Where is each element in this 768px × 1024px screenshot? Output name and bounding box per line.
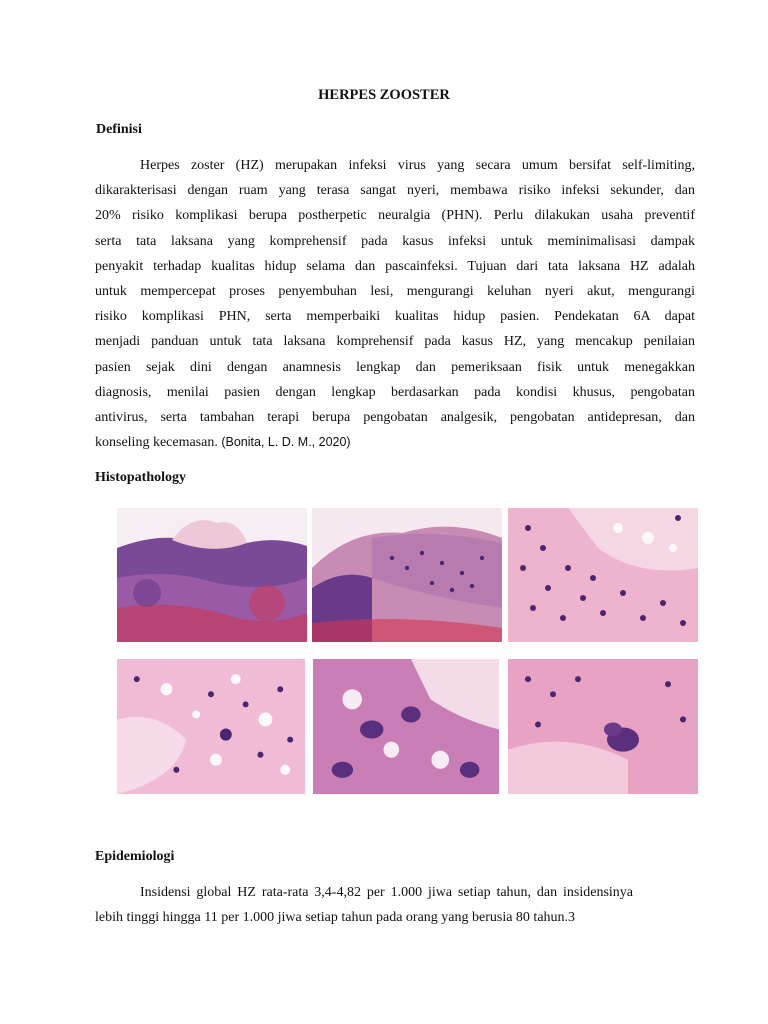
page-title: HERPES ZOOSTER xyxy=(318,87,450,103)
definisi-line-6: untuk mempercepat proses penyembuhan lesi, mengurangi keluhan nyeri akut, mengurangi xyxy=(95,284,695,300)
histology-image-3-graphic xyxy=(508,508,698,642)
histopathology-image-grid xyxy=(117,508,698,794)
histology-image-5 xyxy=(313,659,499,794)
histology-image-3 xyxy=(508,508,698,642)
histology-image-6 xyxy=(508,659,698,794)
epidemiologi-line-1: Insidensi global HZ rata-rata 3,4-4,82 per 1.000 jiwa setiap tahun, dan insidensinya xyxy=(140,885,633,900)
epidemiologi-line-2: lebih tinggi hingga 11 per 1.000 jiwa setiap tahun pada orang yang berusia 80 tahun.3 xyxy=(95,910,576,926)
citation: (Bonita, L. D. M., 2020) xyxy=(221,435,351,450)
histology-image-1-graphic xyxy=(117,508,307,642)
definisi-line-11: antivirus, serta tambahan terapi berupa pengobatan analgesik, pengobatan antidepresan, dan xyxy=(95,410,695,426)
definisi-paragraph xyxy=(95,153,695,455)
definisi-line-10: diagnosis, menilai pasien dengan lengkap berdasarkan pada kondisi khusus, pengobatan xyxy=(95,384,695,400)
definisi-heading: Definisi xyxy=(96,122,142,137)
definisi-line-9: pasien sejak dini dengan anamnesis lengkap dan pemeriksaan fisik untuk menegakkan xyxy=(95,359,695,375)
histology-image-1 xyxy=(117,508,307,642)
definisi-line-3: 20% risiko komplikasi berupa postherpetic neuralgia (PHN). Perlu dilakukan usaha preventif xyxy=(95,208,695,224)
definisi-line-12: konseling kecemasan. (Bonita, L. D. M., 2020) xyxy=(95,435,351,451)
definisi-line-7: risiko komplikasi PHN, serta memperbaiki kualitas hidup pasien. Pendekatan 6A dapat xyxy=(95,309,695,325)
histology-image-4 xyxy=(117,659,305,794)
histology-image-6-graphic xyxy=(508,659,698,794)
epidemiologi-paragraph xyxy=(95,880,633,930)
definisi-line-2: dikarakterisasi dengan ruam yang terasa sangat nyeri, membawa risiko infeksi sekunder, dan xyxy=(95,183,695,199)
definisi-line-5: penyakit terhadap kualitas hidup selama dan pascainfeksi. Tujuan dari tata laksana HZ adalah xyxy=(95,258,695,274)
histopathology-heading: Histopathology xyxy=(95,470,187,485)
definisi-line-4: serta tata laksana yang komprehensif pada kasus infeksi untuk meminimalisasi dampak xyxy=(95,233,695,249)
histology-image-2 xyxy=(312,508,502,642)
definisi-line-8: menjadi panduan untuk tata laksana komprehensif pada kasus HZ, yang mencakup penilaian xyxy=(95,334,695,350)
histology-image-5-graphic xyxy=(313,659,499,794)
histology-image-2-graphic xyxy=(312,508,502,642)
definisi-line-1: Herpes zoster (HZ) merupakan infeksi virus yang secara umum bersifat self-limiting, xyxy=(140,158,695,173)
histology-image-4-graphic xyxy=(117,659,305,794)
epidemiologi-heading: Epidemiologi xyxy=(95,849,175,864)
